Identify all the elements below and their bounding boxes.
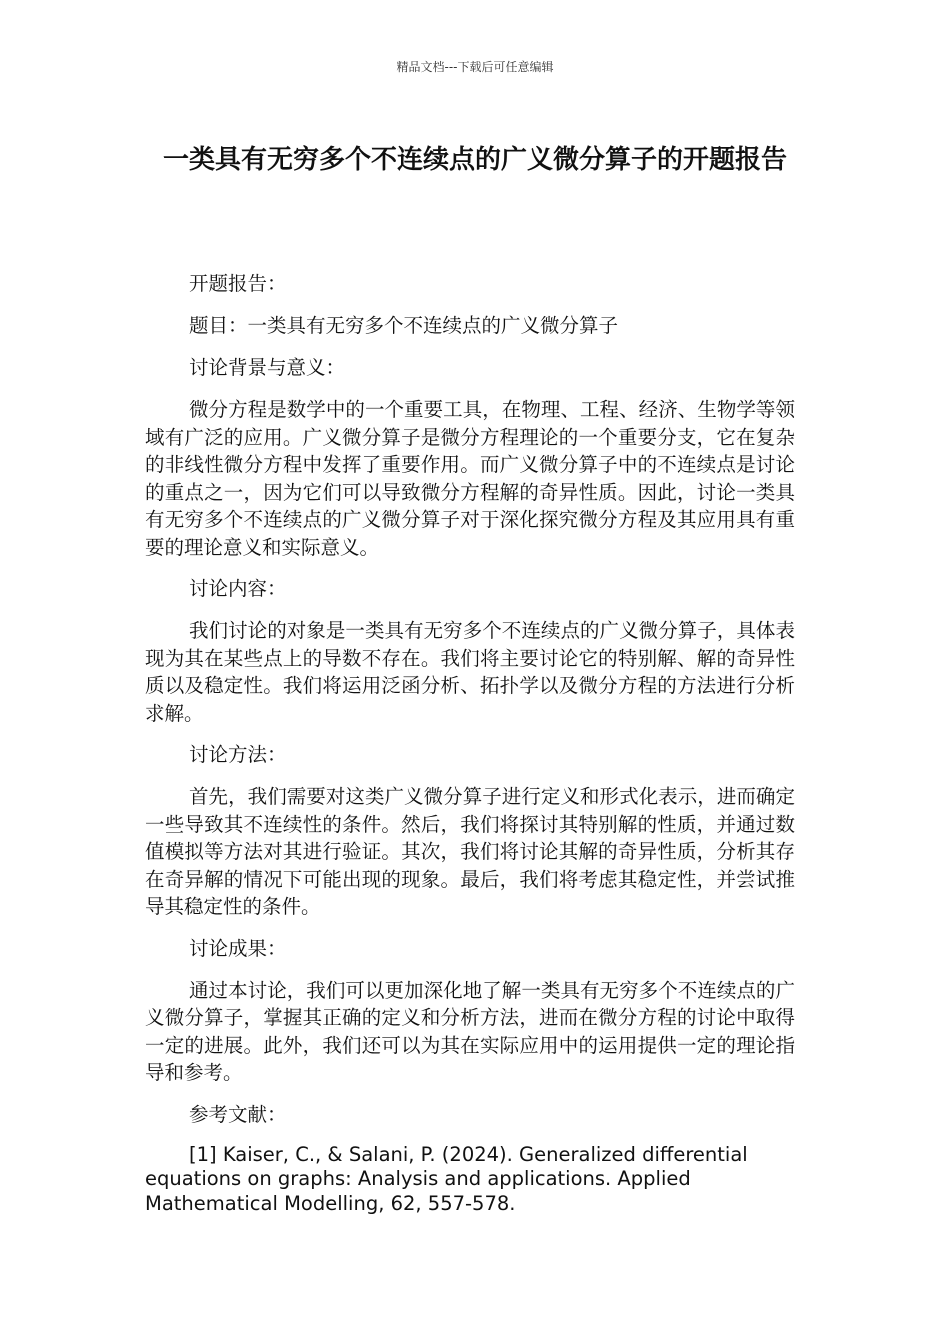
reference-item: [1] Kaiser, C., & Salani, P. (2024). Generalized differential equations on graphs: Analysis and applications. Applied Mathematical Modelling, 62, 557-578. bbox=[145, 1142, 748, 1215]
results-label: 讨论成果： bbox=[189, 936, 287, 960]
content-label: 讨论内容： bbox=[189, 577, 287, 600]
topic-line: 题目：一类具有无穷多个不连续点的广义微分算子 bbox=[189, 314, 619, 337]
references-label: 参考文献： bbox=[189, 1102, 287, 1126]
intro-label: 开题报告： bbox=[189, 272, 287, 295]
method-paragraph: 首先，我们需要对这类广义微分算子进行定义和形式化表示，进而确定一些导致其不连续性的条件。然后，我们将探讨其特别解的性质，并通过数值模拟等方法对其进行验证。其次，我们将讨论其解的奇异性质，分析其存在奇异解的情况下可能出现的现象。最后，我们将考虑其稳定性，并尝试推导其稳定性的条件。 bbox=[145, 785, 795, 918]
method-label: 讨论方法： bbox=[189, 743, 287, 766]
background-paragraph: 微分方程是数学中的一个重要工具，在物理、工程、经济、生物学等领域有广泛的应用。广义微分算子是微分方程理论的一个重要分支，它在复杂的非线性微分方程中发挥了重要作用。而广义微分算子中的不连续点是讨论的重点之一，因为它们可以导致微分方程解的奇异性质。因此，讨论一类具有无穷多个不连续点的广义微分算子对于深化探究微分方程及其应用具有重要的理论意义和实际意义。 bbox=[145, 398, 795, 559]
content-paragraph: 我们讨论的对象是一类具有无穷多个不连续点的广义微分算子，具体表现为其在某些点上的导数不存在。我们将主要讨论它的特别解、解的奇异性质以及稳定性。我们将运用泛函分析、拓扑学以及微分方程的方法进行分析求解。 bbox=[145, 619, 795, 725]
background-label: 讨论背景与意义： bbox=[189, 356, 346, 379]
results-paragraph: 通过本讨论，我们可以更加深化地了解一类具有无穷多个不连续点的广义微分算子，掌握其正确的定义和分析方法，进而在微分方程的讨论中取得一定的进展。此外，我们还可以为其在实际应用中的运用提供一定的理论指导和参考。 bbox=[145, 978, 795, 1084]
document-body bbox=[145, 270, 795, 1216]
header-note: 精品文档---下载后可任意编辑 bbox=[396, 60, 554, 74]
document-title: 一类具有无穷多个不连续点的广义微分算子的开题报告 bbox=[162, 145, 787, 175]
